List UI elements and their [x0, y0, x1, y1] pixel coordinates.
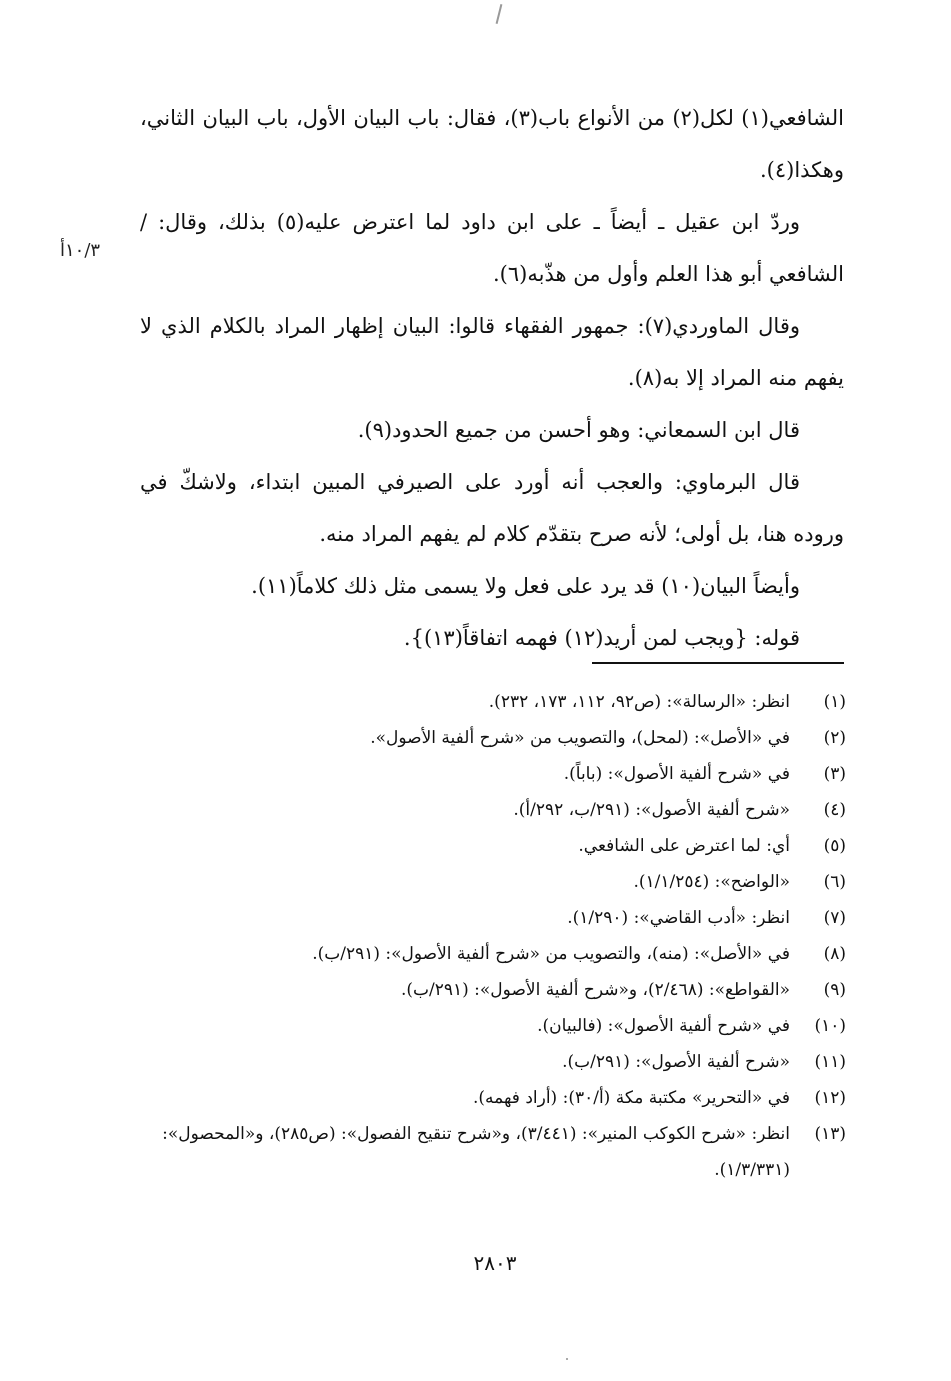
footnote [140, 792, 846, 828]
footnote-text: «الواضح»: (١/١/٢٥٤). [633, 872, 790, 892]
paragraph-6: وأيضاً البيان(١٠) قد يرد على فعل ولا يسمى مثل ذلك كلاماً(١١). [251, 574, 800, 598]
footnote-number: (٣) [823, 764, 846, 784]
footnote [140, 1080, 846, 1116]
footnote [140, 756, 846, 792]
scan-speck [566, 1358, 568, 1360]
footnote-number: (٩) [823, 980, 846, 1000]
footnote [140, 972, 846, 1008]
footnote [140, 1008, 846, 1044]
footnote-number: (٥) [823, 836, 846, 856]
footnote-number: (١١) [814, 1052, 846, 1072]
scan-mark [496, 4, 503, 24]
footnote-text: أي: لما اعترض على الشافعي. [578, 836, 790, 856]
margin-folio-note: ١٠/٣أ [60, 240, 101, 261]
footnote-text: انظر: «أدب القاضي»: (١/٢٩٠). [567, 908, 790, 928]
footnote-separator [592, 662, 844, 664]
paragraph-1: الشافعي(١) لكل(٢) من الأنواع باب(٣)، فقال: باب البيان الأول، باب البيان الثاني، وهكذا(٤). [140, 106, 845, 182]
footnote-number: (٢) [823, 728, 846, 748]
footnote-text: في «شرح ألفية الأصول»: (فالبيان). [537, 1016, 790, 1036]
footnote [140, 1116, 846, 1188]
footnote-number: (٨) [823, 944, 846, 964]
main-text [140, 92, 844, 664]
footnote [140, 684, 846, 720]
footnote-number: (١٣) [814, 1124, 846, 1144]
footnote-number: (٤) [823, 800, 846, 820]
footnote-text: في «شرح ألفية الأصول»: (باباً). [563, 764, 790, 784]
footnote-text: في «التحرير» مكتبة مكة (أ/٣٠): (أراد فهمه). [472, 1088, 790, 1108]
footnote-text: انظر: «شرح الكوكب المنير»: (٣/٤٤١)، و«شرح تنقيح الفصول»: (ص٢٨٥)، و«المحصول»: (١/٣/٣٣١). [162, 1124, 790, 1180]
footnotes [140, 684, 846, 1188]
footnote-text: في «الأصل»: (منه)، والتصويب من «شرح ألفية الأصول»: (٢٩١/ب). [312, 944, 790, 964]
footnote-text: «شرح ألفية الأصول»: (٢٩١/ب، ٢٩٢/أ). [513, 800, 790, 820]
page-number: ٢٨٠٣ [473, 1251, 517, 1275]
footnote [140, 1044, 846, 1080]
footnote [140, 720, 846, 756]
footnote-number: (١٢) [814, 1088, 846, 1108]
paragraph-4: قال ابن السمعاني: وهو أحسن من جميع الحدود(٩). [357, 418, 800, 442]
paragraph-5: قال البرماوي: والعجب أنه أورد على الصيرفي المبين ابتداء، ولاشكّ في وروده هنا، بل أولى؛ لأنه صرح بتقدّم كلام لم يفهم المراد منه. [140, 470, 844, 546]
footnote-number: (٦) [823, 872, 846, 892]
footnote-number: (٧) [823, 908, 846, 928]
footnote-text: انظر: «الرسالة»: (ص٩٢، ١١٢، ١٧٣، ٢٣٢). [488, 692, 790, 712]
footnote-text: «القواطع»: (٢/٤٦٨)، و«شرح ألفية الأصول»: (٢٩١/ب). [400, 980, 790, 1000]
footnote-text: «شرح ألفية الأصول»: (٢٩١/ب). [562, 1052, 790, 1072]
footnote-number: (١) [823, 692, 846, 712]
paragraph-7: قوله: {ويجب لمن أريد(١٢) فهمه اتفاقاً(١٣)}. [403, 626, 800, 650]
footnote [140, 864, 846, 900]
paragraph-3: وقال الماوردي(٧): جمهور الفقهاء قالوا: البيان إظهار المراد بالكلام الذي لا يفهم منه المراد إلا به(٨). [140, 314, 844, 390]
paragraph-2: وردّ ابن عقيل ـ أيضاً ـ على ابن داود لما اعترض عليه(٥) بذلك، وقال: / الشافعي أبو هذا العلم وأول من هذّبه(٦). [140, 210, 844, 286]
footnote [140, 900, 846, 936]
footnote-text: في «الأصل»: (لمحل)، والتصويب من «شرح ألفية الأصول». [370, 728, 790, 748]
footnote [140, 936, 846, 972]
footnote-number: (١٠) [814, 1016, 846, 1036]
footnote [140, 828, 846, 864]
